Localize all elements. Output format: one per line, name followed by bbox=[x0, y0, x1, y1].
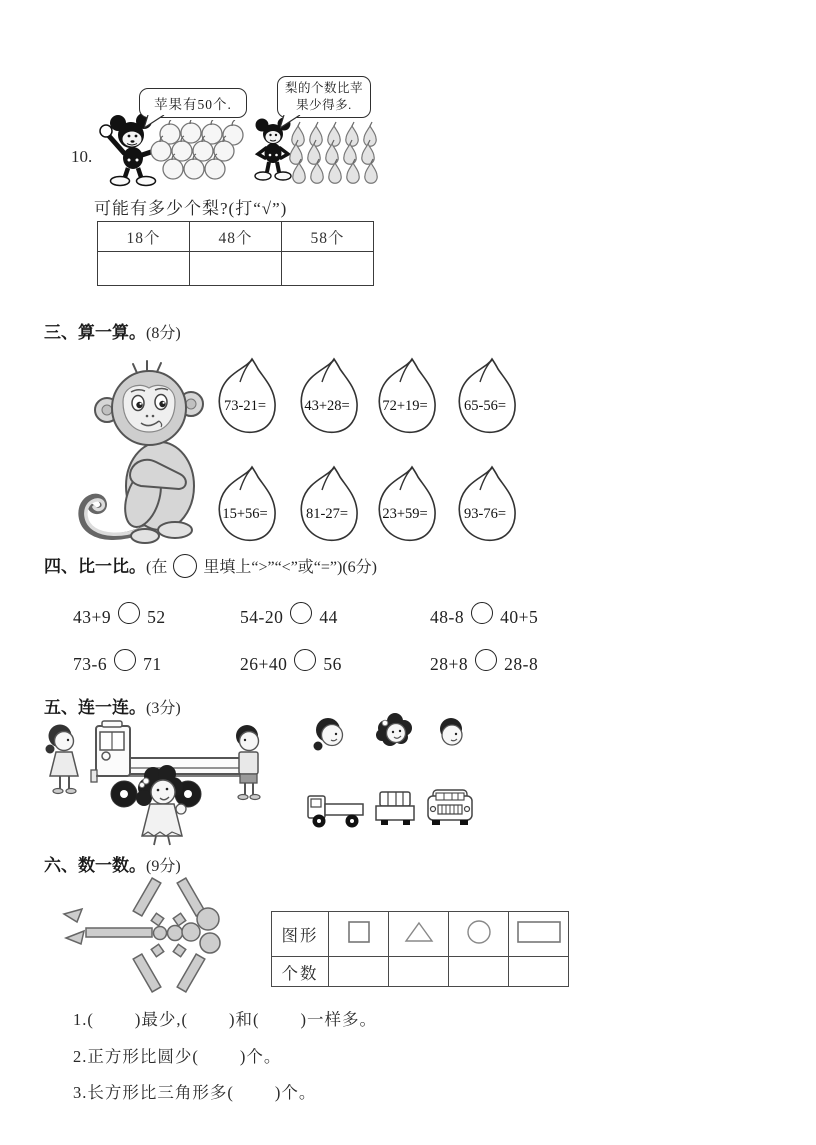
count-answer-cell[interactable] bbox=[389, 957, 449, 987]
math-bubble-5[interactable] bbox=[212, 464, 278, 544]
apple-bubble-text: 苹果有50个. bbox=[154, 97, 232, 112]
s6-question-1: 1.( )最少,( )和( )一样多。 bbox=[73, 1010, 377, 1029]
math-problem: 43+28= bbox=[304, 398, 350, 414]
pear-pile-image bbox=[286, 120, 378, 186]
shape-count-table bbox=[271, 911, 569, 987]
row-header-count: 个数 bbox=[272, 957, 329, 987]
compare-problem-2 bbox=[240, 602, 338, 628]
pear-options-table bbox=[97, 221, 374, 286]
option-cell: 58个 bbox=[282, 222, 374, 252]
apple-pile-image bbox=[148, 120, 246, 184]
triangle-icon bbox=[404, 920, 434, 944]
section4-title-post: 里填上“>”“<”或“=”)(6分) bbox=[203, 559, 378, 576]
section4-title-pre: (在 bbox=[146, 559, 168, 576]
compare-problem-1 bbox=[73, 602, 166, 628]
math-bubble-8[interactable] bbox=[452, 464, 518, 544]
right-expression: 71 bbox=[143, 654, 162, 674]
math-bubble-7[interactable] bbox=[372, 464, 438, 544]
compare-circle[interactable] bbox=[114, 649, 136, 671]
peach-shape bbox=[452, 464, 518, 544]
math-problem: 81-27= bbox=[305, 506, 348, 522]
math-problem: 73-21= bbox=[223, 398, 266, 414]
compare-problem-5 bbox=[240, 649, 342, 675]
peach-shape bbox=[294, 356, 360, 436]
section5-title-score: (3分) bbox=[146, 700, 181, 717]
compare-problem-3 bbox=[430, 602, 538, 628]
compare-circle[interactable] bbox=[290, 602, 312, 624]
right-expression: 52 bbox=[147, 607, 166, 627]
math-bubble-2[interactable] bbox=[294, 356, 360, 436]
section6-title-main: 六、数一数。 bbox=[44, 856, 146, 875]
example-circle bbox=[173, 554, 197, 578]
section6-title-score: (9分) bbox=[146, 858, 181, 875]
math-problem: 72+19= bbox=[382, 398, 428, 414]
shapes-figure-image bbox=[58, 874, 243, 996]
circle-icon bbox=[466, 919, 492, 945]
monkey-image bbox=[75, 358, 225, 548]
section5-title-main: 五、连一连。 bbox=[44, 698, 146, 717]
answer-cell[interactable] bbox=[282, 252, 374, 286]
square-cell bbox=[329, 912, 389, 957]
triangle-cell bbox=[389, 912, 449, 957]
math-bubble-3[interactable] bbox=[372, 356, 438, 436]
left-expression: 54-20 bbox=[240, 607, 284, 627]
kids-truck-scene-image bbox=[36, 710, 276, 848]
math-problem: 23+59= bbox=[382, 506, 428, 522]
row-header-shape: 图形 bbox=[272, 912, 329, 957]
apple-speech-bubble bbox=[139, 88, 247, 118]
answer-cell[interactable] bbox=[98, 252, 190, 286]
section3-title-score: (8分) bbox=[146, 325, 181, 342]
compare-problem-6 bbox=[430, 649, 538, 675]
compare-circle[interactable] bbox=[471, 602, 493, 624]
right-expression: 28-8 bbox=[504, 654, 539, 674]
question-10-number: 10. bbox=[71, 147, 93, 166]
peach-shape bbox=[212, 356, 278, 436]
pear-bubble-text: 梨的个数比苹果少得多. bbox=[284, 81, 363, 112]
left-expression: 48-8 bbox=[430, 607, 465, 627]
math-problem: 15+56= bbox=[222, 506, 268, 522]
math-bubble-4[interactable] bbox=[452, 356, 518, 436]
peach-shape bbox=[294, 464, 360, 544]
math-bubble-1[interactable] bbox=[212, 356, 278, 436]
option-cell: 48个 bbox=[190, 222, 282, 252]
compare-problem-4 bbox=[73, 649, 162, 675]
compare-circle[interactable] bbox=[294, 649, 316, 671]
pear-speech-bubble bbox=[277, 76, 371, 118]
count-answer-cell[interactable] bbox=[329, 957, 389, 987]
math-problem: 93-76= bbox=[463, 506, 506, 522]
square-icon bbox=[347, 920, 371, 944]
peach-shape bbox=[212, 464, 278, 544]
left-expression: 28+8 bbox=[430, 654, 469, 674]
section4-title bbox=[44, 552, 377, 578]
left-expression: 26+40 bbox=[240, 654, 288, 674]
section3-title bbox=[44, 318, 181, 343]
s6-question-2: 2.正方形比圆少( )个。 bbox=[73, 1047, 282, 1066]
option-cell: 18个 bbox=[98, 222, 190, 252]
math-bubble-6[interactable] bbox=[294, 464, 360, 544]
matching-items-image bbox=[300, 708, 485, 840]
peach-shape bbox=[372, 464, 438, 544]
s6-question-3: 3.长方形比三角形多( )个。 bbox=[73, 1083, 317, 1102]
left-expression: 73-6 bbox=[73, 654, 108, 674]
count-answer-cell[interactable] bbox=[509, 957, 569, 987]
section3-title-main: 三、算一算。 bbox=[44, 323, 146, 342]
rectangle-icon bbox=[516, 920, 562, 944]
compare-circle[interactable] bbox=[118, 602, 140, 624]
peach-shape bbox=[452, 356, 518, 436]
math-problem: 65-56= bbox=[463, 398, 506, 414]
answer-cell[interactable] bbox=[190, 252, 282, 286]
right-expression: 44 bbox=[319, 607, 338, 627]
compare-circle[interactable] bbox=[475, 649, 497, 671]
left-expression: 43+9 bbox=[73, 607, 112, 627]
right-expression: 40+5 bbox=[500, 607, 539, 627]
right-expression: 56 bbox=[323, 654, 342, 674]
rectangle-cell bbox=[509, 912, 569, 957]
count-answer-cell[interactable] bbox=[449, 957, 509, 987]
peach-shape bbox=[372, 356, 438, 436]
section4-title-main: 四、比一比。 bbox=[44, 557, 146, 576]
circle-cell bbox=[449, 912, 509, 957]
q10-question-text: 可能有多少个梨?(打“√”) bbox=[94, 199, 288, 218]
section6-title bbox=[44, 851, 181, 876]
